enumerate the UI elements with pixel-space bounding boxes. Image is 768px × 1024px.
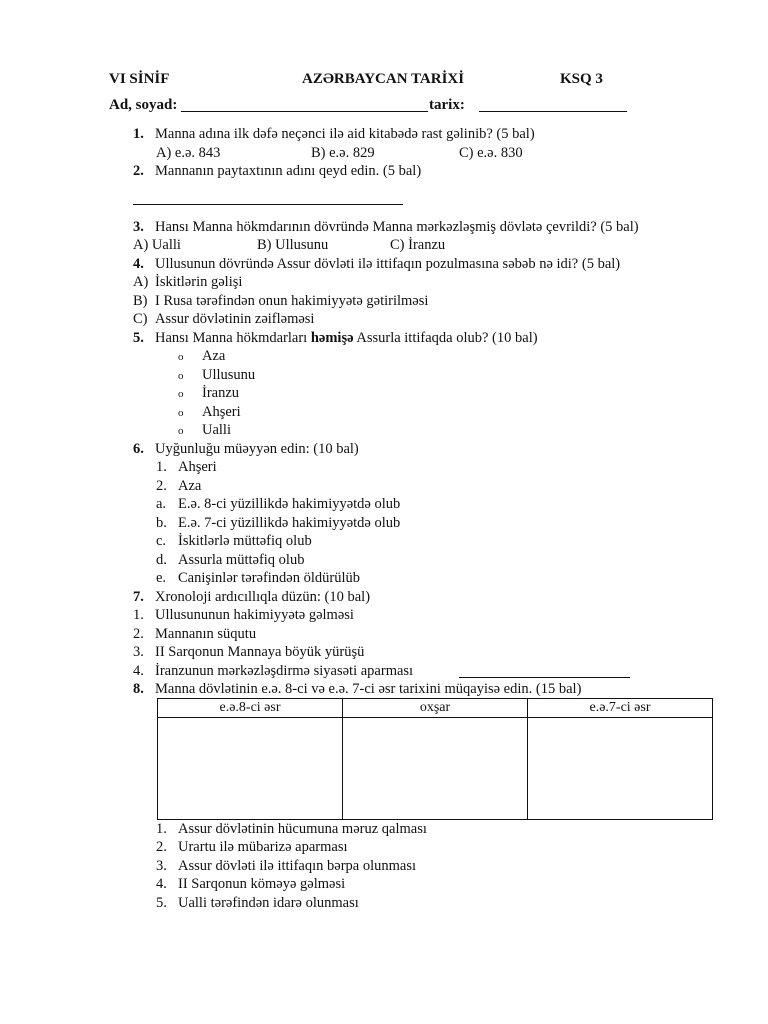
q1-option-a[interactable]: A) e.ə. 843 <box>156 145 221 161</box>
item-text: Ahşeri <box>178 459 217 475</box>
q5-item[interactable] <box>178 366 255 385</box>
q6-item <box>156 569 360 587</box>
q6-item <box>156 514 400 532</box>
question-8 <box>133 680 581 698</box>
item-text: Ullusunu <box>202 367 256 383</box>
q4-option-b[interactable] <box>133 292 428 310</box>
item-text: İranzunun mərkəzləşdirmə siyasəti aparması <box>155 663 414 679</box>
question-number: 3. <box>133 219 144 235</box>
q2-answer-line[interactable] <box>133 204 403 205</box>
date-field-line[interactable] <box>479 111 627 112</box>
item-text: Aza <box>202 348 226 364</box>
q6-item <box>156 551 304 569</box>
question-3 <box>133 218 639 236</box>
item-label: 2. <box>133 626 144 642</box>
q6-item <box>156 495 400 513</box>
q3-option-b[interactable]: B) Ullusunu <box>257 237 329 253</box>
q8-item <box>156 838 348 856</box>
name-label: Ad, soyad: <box>109 97 178 113</box>
option-text: Assur dövlətinin zəifləməsi <box>155 311 315 327</box>
column-header-8th-century: e.ə.8-ci əsr <box>158 699 343 718</box>
comparison-table <box>157 698 713 820</box>
question-text-end: Assurla ittifaqda olub? (10 bal) <box>353 330 538 346</box>
item-text: Ualli tərəfindən idarə olunması <box>178 895 359 911</box>
question-text: Ullusunun dövründə Assur dövləti ilə ittifaqın pozulmasına səbəb nə idi? (5 bal) <box>155 256 621 272</box>
question-4 <box>133 255 620 273</box>
column-header-similar: oxşar <box>343 699 528 718</box>
column-header-7th-century: e.ə.7-ci əsr <box>528 699 713 718</box>
q7-item <box>133 662 413 680</box>
question-2 <box>133 162 421 180</box>
question-6 <box>133 440 359 458</box>
item-text: Urartu ilə mübarizə aparması <box>178 839 348 855</box>
q5-item[interactable] <box>178 347 225 366</box>
bullet-icon: o <box>178 407 184 419</box>
question-number: 6. <box>133 441 144 457</box>
item-label: c. <box>156 533 167 549</box>
q5-item[interactable] <box>178 403 241 422</box>
item-label: 1. <box>156 821 167 837</box>
q7-item <box>133 643 364 661</box>
question-7 <box>133 588 370 606</box>
item-text: E.ə. 7-ci yüzillikdə hakimiyyətdə olub <box>178 515 401 531</box>
item-label: 4. <box>133 663 144 679</box>
q6-item <box>156 458 217 476</box>
q8-item <box>156 857 416 875</box>
item-text: Assur dövləti ilə ittifaqın bərpa olunması <box>178 858 416 874</box>
answer-cell-8th-century[interactable] <box>158 718 343 820</box>
item-text: Ualli <box>202 422 231 438</box>
item-text: İranzu <box>202 385 240 401</box>
question-text: Manna adına ilk dəfə neçənci ilə aid kitabədə rast gəlinib? (5 bal) <box>155 126 535 142</box>
item-label: b. <box>156 515 167 531</box>
item-label: 5. <box>156 895 167 911</box>
table-row <box>158 718 713 820</box>
item-label: 2. <box>156 478 167 494</box>
question-number: 2. <box>133 163 144 179</box>
item-label: d. <box>156 552 167 568</box>
q4-option-a[interactable] <box>133 273 242 291</box>
item-text: Ahşeri <box>202 404 241 420</box>
answer-cell-similar[interactable] <box>343 718 528 820</box>
item-text: II Sarqonun Mannaya böyük yürüşü <box>155 644 365 660</box>
question-number: 5. <box>133 330 144 346</box>
q7-item <box>133 625 256 643</box>
emphasis-text: həmişə <box>310 330 354 346</box>
question-text: Uyğunluğu müəyyən edin: (10 bal) <box>155 441 359 457</box>
question-number: 1. <box>133 126 144 142</box>
item-label: 1. <box>133 607 144 623</box>
date-label: tarix: <box>429 97 465 113</box>
table-header-row <box>158 699 713 718</box>
question-number: 8. <box>133 681 144 697</box>
q8-item <box>156 875 345 893</box>
q3-option-a[interactable]: A) Ualli <box>133 237 181 253</box>
item-label: 1. <box>156 459 167 475</box>
bullet-icon: o <box>178 388 184 400</box>
name-field-line[interactable] <box>181 111 428 112</box>
answer-cell-7th-century[interactable] <box>528 718 713 820</box>
q8-item <box>156 894 359 912</box>
item-text: II Sarqonun köməyə gəlməsi <box>178 876 346 892</box>
item-text: Aza <box>178 478 202 494</box>
question-number: 4. <box>133 256 144 272</box>
question-number: 7. <box>133 589 144 605</box>
item-text: Assur dövlətinin hücumuna məruz qalması <box>178 821 427 837</box>
item-text: E.ə. 8-ci yüzillikdə hakimiyyətdə olub <box>178 496 401 512</box>
item-label: 4. <box>156 876 167 892</box>
bullet-icon: o <box>178 425 184 437</box>
q5-item[interactable] <box>178 421 231 440</box>
question-text: Manna dövlətinin e.ə. 8-ci və e.ə. 7-ci əsr tarixini müqayisə edin. (15 bal) <box>155 681 582 697</box>
q4-option-c[interactable] <box>133 310 314 328</box>
question-text: Xronoloji ardıcıllıqla düzün: (10 bal) <box>155 589 371 605</box>
q3-option-c[interactable]: C) İranzu <box>390 237 446 253</box>
option-label: C) <box>133 311 148 327</box>
question-text: Hansı Manna hökmdarları <box>155 330 311 346</box>
item-text: Canişinlər tərəfindən öldürülüb <box>178 570 361 586</box>
option-text: I Rusa tərəfindən onun hakimiyyətə gətirilməsi <box>155 293 429 309</box>
item-text: Mannanın süqutu <box>155 626 257 642</box>
question-text: Mannanın paytaxtının adını qeyd edin. (5 bal) <box>155 163 422 179</box>
subject-title: AZƏRBAYCAN TARİXİ <box>302 71 465 87</box>
item-text: Assurla müttəfiq olub <box>178 552 305 568</box>
q6-item <box>156 532 312 550</box>
item-text: Ullusununun hakimiyyətə gəlməsi <box>155 607 354 623</box>
option-label: A) <box>133 274 149 290</box>
question-text: Hansı Manna hökmdarının dövründə Manna mərkəzləşmiş dövlətə çevrildi? (5 bal) <box>155 219 639 235</box>
item-label: 3. <box>156 858 167 874</box>
item-text: İskitlərlə müttəfiq olub <box>178 533 312 549</box>
bullet-icon: o <box>178 351 184 363</box>
option-text: İskitlərin gəlişi <box>155 274 243 290</box>
option-label: B) <box>133 293 148 309</box>
test-code: KSQ 3 <box>560 71 603 87</box>
q7-answer-line[interactable] <box>459 677 630 678</box>
item-label: 3. <box>133 644 144 660</box>
q6-item <box>156 477 201 495</box>
q1-option-c[interactable]: C) e.ə. 830 <box>459 145 523 161</box>
item-label: 2. <box>156 839 167 855</box>
item-label: a. <box>156 496 167 512</box>
question-5 <box>133 329 538 347</box>
q7-item <box>133 606 354 624</box>
grade-label: VI SİNİF <box>109 71 170 87</box>
q1-option-b[interactable]: B) e.ə. 829 <box>311 145 375 161</box>
bullet-icon: o <box>178 370 184 382</box>
q8-item <box>156 820 427 838</box>
question-1 <box>133 125 535 143</box>
q5-item[interactable] <box>178 384 239 403</box>
item-label: e. <box>156 570 167 586</box>
